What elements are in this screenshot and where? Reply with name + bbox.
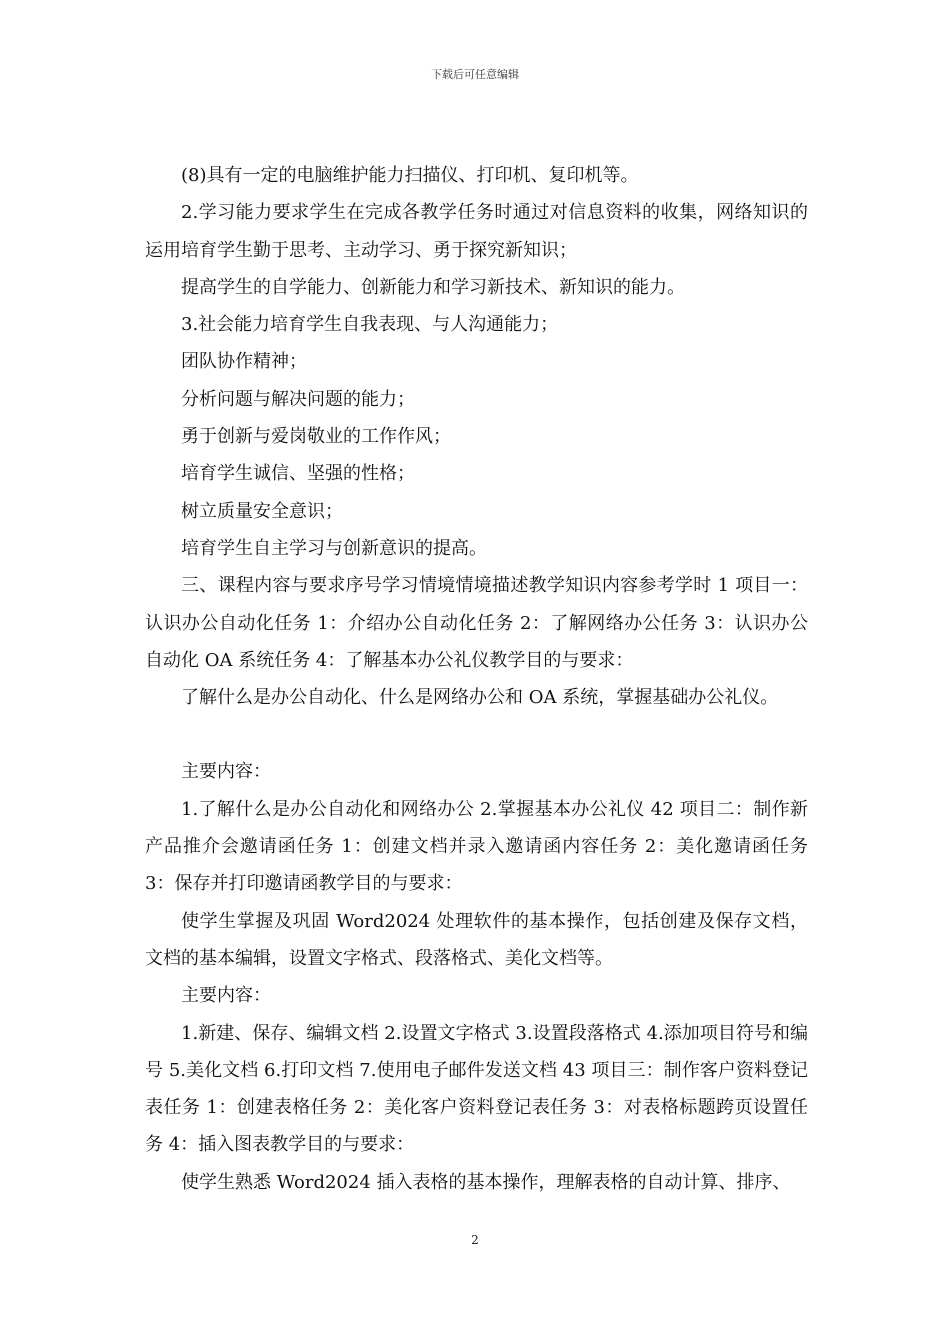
paragraph: 团队协作精神； (181, 351, 307, 373)
paragraph: 使学生熟悉 Word2024 插入表格的基本操作，理解表格的自动计算、排序、 (181, 1171, 791, 1193)
paragraph: 提高学生的自学能力、创新能力和学习新技术、新知识的能力。 (181, 276, 685, 298)
paragraph: 分析问题与解决问题的能力； (181, 388, 415, 410)
paragraph: 2.学习能力要求学生在完成各教学任务时通过对信息资料的收集，网络知识的运用培育学生勤于思考、主动学习、勇于探究新知识； (145, 202, 808, 261)
paragraph: 培育学生自主学习与创新意识的提高。 (181, 537, 487, 559)
document-body (145, 157, 808, 1201)
page-number: 2 (471, 1233, 479, 1247)
page-header: 下载后可任意编辑 (431, 68, 519, 81)
paragraph: 勇于创新与爱岗敬业的工作作风； (181, 426, 451, 448)
paragraph: 树立质量安全意识； (181, 500, 343, 522)
paragraph: 1.了解什么是办公自动化和网络办公 2.掌握基本办公礼仪 42 项目二：制作新产品推介会邀请函任务 1：创建文档并录入邀请函内容任务 2：美化邀请函任务 3：保存并打印邀请函教学目的与要求： (145, 798, 808, 895)
paragraph: 1.新建、保存、编辑文档 2.设置文字格式 3.设置段落格式 4.添加项目符号和编号 5.美化文档 6.打印文档 7.使用电子邮件发送文档 43 项目三：制作客户资料登记表任务 1：创建表格任务 2：美化客户资料登记表任务 3：对表格标题跨页设置任务 4：插入图表教学目的与要求： (145, 1022, 808, 1156)
paragraph: (8)具有一定的电脑维护能力扫描仪、打印机、复印机等。 (181, 165, 639, 186)
section-heading: 主要内容： (181, 761, 271, 783)
paragraph: 3.社会能力培育学生自我表现、与人沟通能力； (181, 314, 559, 336)
paragraph: 使学生掌握及巩固 Word2024 处理软件的基本操作，包括创建及保存文档，文档的基本编辑，设置文字格式、段落格式、美化文档等。 (145, 910, 808, 969)
section-heading: 主要内容： (181, 985, 271, 1007)
paragraph: 了解什么是办公自动化、什么是网络办公和 OA 系统，掌握基础办公礼仪。 (181, 687, 779, 709)
paragraph: 三、课程内容与要求序号学习情境情境描述教学知识内容参考学时 1 项目一：认识办公自动化任务 1：介绍办公自动化任务 2：了解网络办公任务 3：认识办公自动化 OA 系统任务 4：了解基本办公礼仪教学目的与要求： (145, 575, 808, 671)
paragraph: 培育学生诚信、坚强的性格； (181, 463, 415, 485)
